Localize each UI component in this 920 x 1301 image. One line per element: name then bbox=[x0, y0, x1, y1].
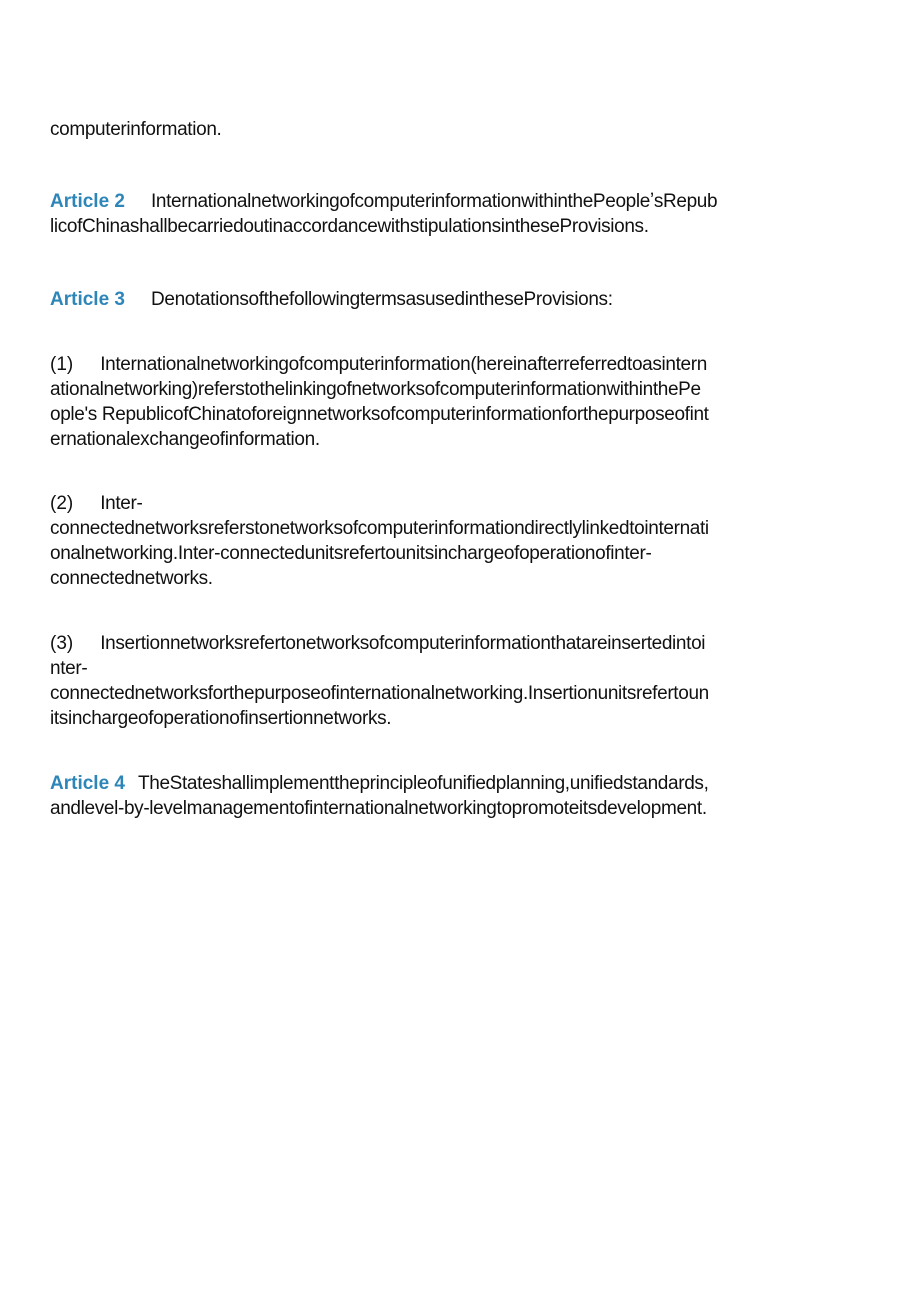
item-1-text-4: ernationalexchangeofinformation. bbox=[50, 429, 320, 450]
item-1-number: (1) bbox=[50, 354, 74, 375]
item-3-text-3: connectednetworksforthepurposeofinternationalnetworking.Insertionunitsrefertoun bbox=[50, 683, 709, 704]
item-2-text-2: connectednetworksreferstonetworksofcomputerinformationdirectlylinkedtointernati bbox=[50, 518, 709, 539]
item-3-text-4: itsinchargeofoperationofinsertionnetworks. bbox=[50, 708, 392, 729]
item-2 bbox=[50, 491, 840, 591]
item-2-number: (2) bbox=[50, 493, 74, 514]
item-3-text-1: Insertionnetworksrefertonetworksofcomputerinformationthatareinsertedintoi bbox=[100, 633, 706, 654]
item-1 bbox=[50, 352, 840, 452]
continuation-text: computerinformation. bbox=[50, 119, 222, 140]
item-3-number: (3) bbox=[50, 633, 74, 654]
article-2 bbox=[50, 189, 840, 239]
item-3-text-2: nter- bbox=[50, 658, 88, 679]
article-2-label: Article 2 bbox=[50, 191, 125, 212]
article-2-text-2: licofChinashallbecarriedoutinaccordancewithstipulationsintheseProvisions. bbox=[50, 216, 649, 237]
article-2-text-1: InternationalnetworkingofcomputerinformationwithinthePeopleʼsRepub bbox=[150, 191, 718, 212]
item-2-text-1: Inter- bbox=[100, 493, 143, 514]
article-3-label: Article 3 bbox=[50, 289, 125, 310]
item-2-line-1 bbox=[50, 491, 840, 516]
item-3 bbox=[50, 631, 840, 731]
article-3-text: DenotationsofthefollowingtermsasusedintheseProvisions: bbox=[150, 289, 613, 310]
item-3-line-1 bbox=[50, 631, 840, 656]
article-4-text-1: TheStateshallimplementtheprincipleofunifiedplanning,unifiedstandards, bbox=[137, 773, 709, 794]
article-4 bbox=[50, 771, 840, 821]
article-3-line-1 bbox=[50, 287, 840, 312]
item-1-line-1 bbox=[50, 352, 840, 377]
item-2-text-4: connectednetworks. bbox=[50, 568, 213, 589]
article-2-line-1 bbox=[50, 189, 840, 214]
article-4-line-1 bbox=[50, 771, 840, 796]
item-1-text-3: ople's RepublicofChinatoforeignnetworksofcomputerinformationforthepurposeofint bbox=[50, 404, 709, 425]
article-4-text-2: andlevel-by-levelmanagementofinternationalnetworkingtopromoteitsdevelopment. bbox=[50, 798, 707, 819]
article-4-label: Article 4 bbox=[50, 773, 125, 794]
item-1-text-1: Internationalnetworkingofcomputerinformation(hereinafterreferredtoasintern bbox=[100, 354, 707, 375]
article-3 bbox=[50, 287, 840, 312]
item-1-text-2: ationalnetworking)referstothelinkingofnetworksofcomputerinformationwithinthePe bbox=[50, 379, 701, 400]
continuation-paragraph bbox=[50, 117, 840, 142]
item-2-text-3: onalnetworking.Inter-connectedunitsrefertounitsinchargeofoperationofinter- bbox=[50, 543, 652, 564]
